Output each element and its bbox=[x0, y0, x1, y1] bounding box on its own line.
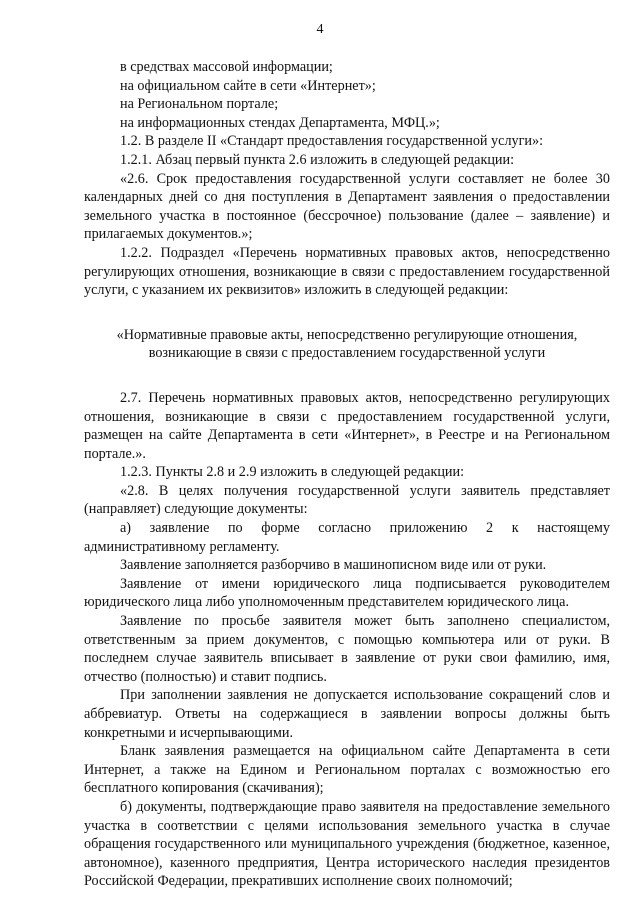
section-heading-line: «Нормативные правовые акты, непосредственно регулирующие отношения, bbox=[116, 326, 578, 343]
paragraph: 1.2.1. Абзац первый пункта 2.6 изложить в следующей редакции: bbox=[120, 151, 515, 168]
paragraph: на официальном сайте в сети «Интернет»; bbox=[120, 77, 376, 94]
paragraph: 1.2. В разделе II «Стандарт предоставления государственной услуги»: bbox=[120, 133, 544, 150]
paragraph: «2.6. Срок предоставления государственной услуги составляет не более 30 календарных дней со дня поступления в Департамент заявления о предоставлении земельного участка в постоянное (бессрочное) пользование (далее – заявление) и прилагаемых документов.»; bbox=[84, 170, 610, 243]
paragraph: на Региональном портале; bbox=[120, 96, 279, 113]
paragraph: Бланк заявления размещается на официальном сайте Департамента в сети Интернет, а также на Едином и Региональном порталах с возможностью его бесплатного копирования (скачивания); bbox=[84, 743, 610, 797]
document-body bbox=[84, 58, 610, 891]
paragraph: Заявление заполняется разборчиво в машинописном виде или от руки. bbox=[120, 557, 547, 574]
paragraph: на информационных стендах Департамента, МФЦ.»; bbox=[120, 114, 440, 131]
paragraph: в средствах массовой информации; bbox=[120, 59, 333, 75]
paragraph: 1.2.3. Пункты 2.8 и 2.9 изложить в следующей редакции: bbox=[120, 464, 465, 481]
section-heading bbox=[84, 326, 610, 363]
paragraph: 1.2.2. Подраздел «Перечень нормативных правовых актов, непосредственно регулирующих отношения, возникающие в связи с предоставлением государственной услуги, с указанием их реквизитов» изложить в следующей редакции: bbox=[84, 244, 610, 299]
paragraph: а) заявление по форме согласно приложению 2 к настоящему административному регламенту. bbox=[84, 520, 610, 555]
paragraph: Заявление по просьбе заявителя может быть заполнено специалистом, ответственным за прием документов, с помощью компьютера или от руки. В последнем случае заявитель вписывает в заявление от руки свои фамилию, имя, отчество (полностью) и ставит подпись. bbox=[84, 613, 610, 685]
paragraph: б) документы, подтверждающие право заявителя на предоставление земельного участка в соответствии с целями использования земельного участка в случае обращения государственного или муниципального учреждения (бюджетное, казенное, автономное), казенного предприятия, Центра исторического наследия президентов Российской Федерации, прекративших исполнение своих полномочий; bbox=[84, 798, 610, 890]
paragraph: Заявление от имени юридического лица подписывается руководителем юридического лица либо уполномоченным представителем юридического лица. bbox=[84, 575, 610, 611]
paragraph: 2.7. Перечень нормативных правовых актов, непосредственно регулирующих отношения, возникающие в связи с предоставлением государственной услуги, размещен на сайте Департамента в сети «Интернет», в Реестре и на Региональном портале.». bbox=[84, 389, 610, 462]
section-heading-line: возникающие в связи с предоставлением государственной услуги bbox=[148, 345, 546, 362]
page-number: 4 bbox=[316, 22, 324, 37]
paragraph: «2.8. В целях получения государственной услуги заявитель представляет (направляет) следующие документы: bbox=[84, 482, 610, 518]
paragraph: При заполнении заявления не допускается использование сокращений слов и аббревиатур. Ответы на содержащиеся в заявлении вопросы должны быть конкретными и исчерпывающими. bbox=[84, 687, 610, 741]
